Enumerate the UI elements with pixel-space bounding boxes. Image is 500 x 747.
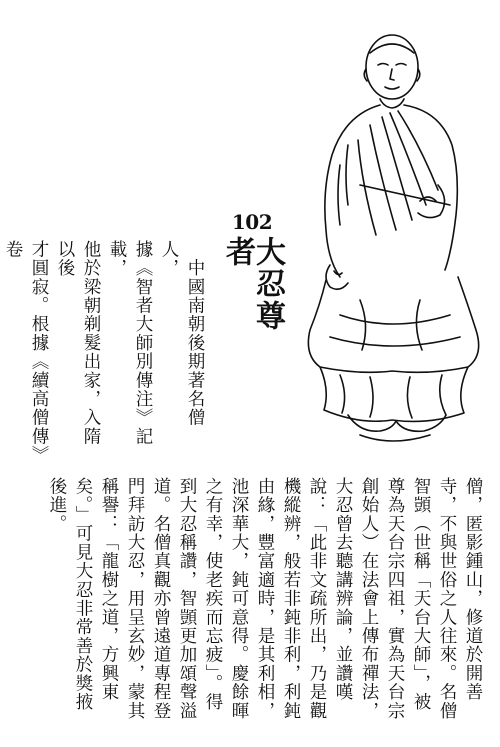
title-block	[220, 210, 285, 362]
text-column: 道。名僧真觀亦曾遠道專程登	[151, 477, 171, 721]
text-column: 僧，匿影鍾山，修道於開善	[463, 477, 483, 702]
text-column: 尊為天台宗四祖，實為天台宗	[385, 477, 405, 721]
text-column: 大忍曾去聽講辨論，並讚嘆	[333, 477, 353, 702]
text-column: 他於梁朝剃髮出家，入隋以後	[55, 240, 101, 446]
text-column: 矣。」可見大忍非常善於獎掖	[73, 477, 93, 712]
text-column: 後進。	[47, 477, 67, 534]
lower-text-block	[44, 477, 486, 735]
upper-text-block	[0, 240, 208, 460]
entry-number: 102	[231, 210, 273, 234]
text-column: 說：「此非文疏所出，乃是觀	[307, 477, 327, 721]
text-column: 機縱辨，般若非鈍非利，利鈍	[281, 477, 301, 721]
text-column: 創始人）在法會上傳布禪法，	[359, 477, 379, 721]
text-column: 到大忍稱讚，智顗更加頌聲溢	[177, 477, 197, 721]
arhat-illustration	[300, 15, 485, 455]
text-column: 據《智者大師別傳注》記載，	[107, 240, 153, 446]
entry-title: 大忍尊者	[220, 236, 285, 332]
text-column: 門拜訪大忍，用呈玄妙，蒙其	[125, 477, 145, 721]
text-column: 中國南朝後期著名僧人，	[159, 240, 205, 427]
text-column: 池深華大，鈍可意得。慶餘暉	[229, 477, 249, 721]
text-column: 才圓寂。根據《續高僧傳》卷	[3, 240, 49, 456]
text-column: 由緣，豐富適時，是其利相，	[255, 477, 275, 721]
text-column: 智顗（世稱「天台大師」，被	[411, 477, 431, 712]
text-column: 之有幸，使老疾而忘疲」。得	[203, 477, 223, 712]
text-column: 稱譽：「龍樹之道，方興東	[99, 477, 119, 702]
text-column: 寺，不與世俗之人往來。名僧	[437, 477, 457, 721]
